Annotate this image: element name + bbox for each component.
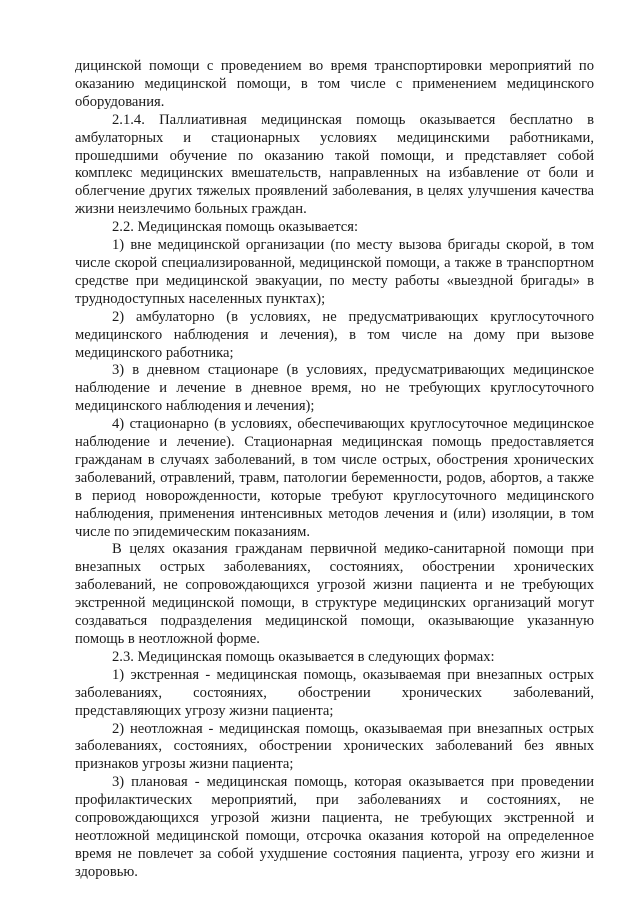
list-item-2-2-3: 3) в дневном стационаре (в условиях, предусматривающих медицинское наблюдение и лечение в дневное время, но не требующих круглосуточного медицинского наблюдения и лечения); — [75, 362, 594, 415]
document-page — [75, 58, 594, 882]
list-item-2-2-4: 4) стационарно (в условиях, обеспечивающих круглосуточное медицинское наблюдение и лечение). Стационарная медицинская помощь предоставляется гражданам в случаях заболеваний, в том числе острых, обострения хронических заболеваний, отравлений, травм, патологии беременности, родов, абортов, а также в период новорожденности, которые требуют круглосуточного медицинского наблюдения, применения интенсивных методов лечения и (или) изоляции, в том числе по эпидемическим показаниям. — [75, 416, 594, 540]
paragraph-2-2-heading: 2.2. Медицинская помощь оказывается: — [112, 219, 359, 236]
list-item-2-3-3: 3) плановая - медицинская помощь, которая оказывается при проведении профилактических мероприятий, при заболеваниях и состояниях, не сопровождающихся угрозой жизни пациента, не требующих экстренной и неотложной медицинской помощи, отсрочка оказания которой на определенное время не повлечет за собой ухудшение состояния пациента, угрозу его жизни и здоровью. — [75, 774, 594, 880]
list-item-2-3-2: 2) неотложная - медицинская помощь, оказываемая при внезапных острых заболеваниях, состояниях, обострении хронических заболеваний без явных признаков угрозы жизни пациента; — [75, 720, 594, 773]
paragraph-2-1-4: 2.1.4. Паллиативная медицинская помощь оказывается бесплатно в амбулаторных и стационарных условиях медицинскими работниками, прошедшими обучение по оказанию такой помощи, и представляет собой комплекс медицинских вмешательств, направленных на избавление от боли и облегчение других тяжелых проявлений заболевания, в целях улучшения качества жизни неизлечимо больных граждан. — [75, 111, 594, 218]
paragraph-primary-care: В целях оказания гражданам первичной медико-санитарной помощи при внезапных острых заболеваниях, состояниях, обострении хронических заболеваний, не сопровождающихся угрозой жизни пациента и не требующих экстренной медицинской помощи, в структуре медицинских организаций могут создаваться подразделения медицинской помощи, оказывающие указанную помощь в неотложной форме. — [75, 541, 594, 647]
list-item-2-3-1: 1) экстренная - медицинская помощь, оказываемая при внезапных острых заболеваниях, состояниях, обострении хронических заболеваний, представляющих угрозу жизни пациента; — [75, 666, 594, 719]
paragraph-continuation: дицинской помощи с проведением во время транспортировки мероприятий по оказанию медицинской помощи, в том числе с применением медицинского оборудования. — [75, 58, 594, 110]
paragraph-2-3-heading: 2.3. Медицинская помощь оказывается в следующих формах: — [112, 648, 495, 665]
list-item-2-2-1: 1) вне медицинской организации (по месту вызова бригады скорой, в том числе скорой специализированной, медицинской помощи, а также в транспортном средстве при медицинской эвакуации, по месту работы «выездной бригады» в труднодоступных населенных пунктах); — [75, 237, 594, 307]
list-item-2-2-2: 2) амбулаторно (в условиях, не предусматривающих круглосуточного медицинского наблюдения и лечения), в том числе на дому при вызове медицинского работника; — [75, 308, 594, 361]
